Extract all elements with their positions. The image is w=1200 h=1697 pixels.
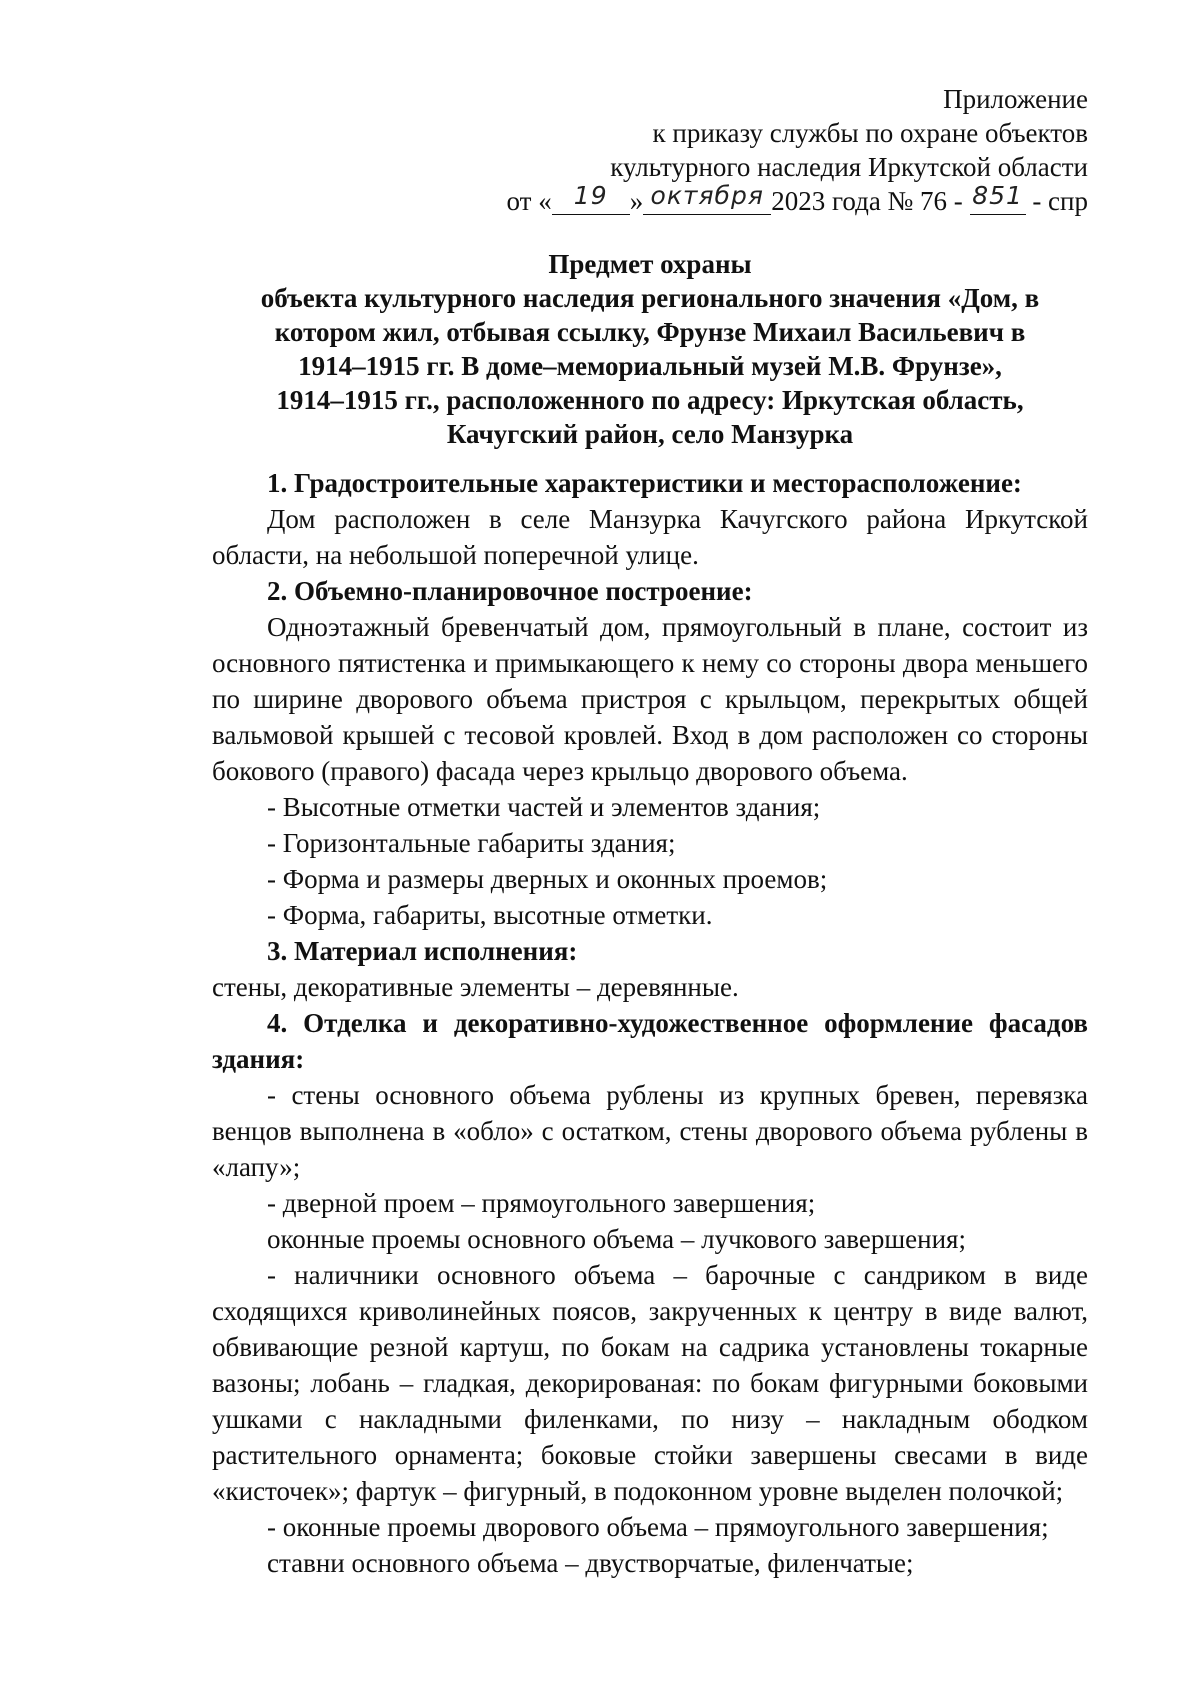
year-number-text: 2023 года № 76 -: [771, 186, 963, 216]
handwritten-day: 19: [573, 181, 608, 210]
order-reference-line: к приказу службы по охране объектов: [652, 118, 1088, 148]
number-suffix: - спр: [1032, 186, 1088, 216]
section-4-item: - стены основного объема рублены из крупных бревен, перевязка венцов выполнена в «обло» с остатком, стены дворового объема рублены в «лапу»;: [212, 1080, 1088, 1182]
section-4-item: - наличники основного объема – барочные с сандриком в виде сходящихся криволинейных поясов, закрученных к центру в виде валют, обвивающие резной картуш, по бокам на садрика установлены токарные вазоны; лобань – гладкая, декорированая: по бокам фигурными боковыми ушками с накладными филенками, по низу – накладным ободком растительного орнамента; боковые стойки завершены свесами в виде «кисточек»; фартук – фигурный, в подоконном уровне выделен полочкой;: [212, 1260, 1088, 1506]
day-field: [552, 181, 630, 215]
document-body: [212, 465, 1088, 1581]
title-line-2: объекта культурного наследия регионального значения «Дом, в: [260, 283, 1040, 313]
section-1-text: Дом расположен в селе Манзурка Качугского района Иркутской области, на небольшой поперечной улице.: [212, 504, 1088, 570]
section-4-item: - оконные проемы дворового объема – прямоугольного завершения;: [267, 1512, 1049, 1542]
title-line-5: 1914–1915 гг., расположенного по адресу: Иркутская область,: [276, 385, 1024, 415]
title-line-6: Качугский район, село Манзурка: [446, 419, 854, 449]
appendix-label: Приложение: [943, 84, 1088, 114]
order-date-line: от « 19 » октября 2023 года № 76 - 851 - спр: [506, 181, 1088, 216]
section-3-heading: 3. Материал исполнения:: [267, 936, 578, 966]
section-2-item: - Горизонтальные габариты здания;: [267, 828, 676, 858]
section-2-heading: 2. Объемно-планировочное построение:: [267, 576, 753, 606]
document-title: [212, 247, 1088, 451]
section-2-item: - Форма, габариты, высотные отметки.: [267, 900, 713, 930]
agency-line: культурного наследия Иркутской области: [610, 152, 1088, 182]
section-4-item: ставни основного объема – двустворчатые, филенчатые;: [267, 1548, 914, 1578]
section-4-item: оконные проемы основного объема – лучкового завершения;: [267, 1224, 966, 1254]
month-field: [643, 181, 771, 215]
section-4-heading: 4. Отделка и декоративно-художественное оформление фасадов здания:: [212, 1008, 1088, 1074]
title-line-4: 1914–1915 гг. В доме–мемориальный музей М.В. Фрунзе»,: [298, 351, 1002, 381]
title-line-3: котором жил, отбывая ссылку, Фрунзе Михаил Васильевич в: [274, 317, 1026, 347]
title-line-1: Предмет охраны: [548, 249, 752, 279]
section-4-item: - дверной проем – прямоугольного завершения;: [267, 1188, 816, 1218]
handwritten-month: октября: [650, 181, 764, 210]
section-2-item: - Высотные отметки частей и элементов здания;: [267, 792, 821, 822]
section-2-item: - Форма и размеры дверных и оконных проемов;: [267, 864, 828, 894]
appendix-header: [507, 82, 1089, 218]
handwritten-number: 851: [972, 181, 1023, 210]
section-2-text: Одноэтажный бревенчатый дом, прямоугольный в плане, состоит из основного пятистенка и примыкающего к нему со стороны двора меньшего по ширине дворового объема пристроя с крыльцом, перекрытых общей вальмовой крышей с тесовой кровлей. Вход в дом расположен со стороны бокового (правого) фасада через крыльцо дворового объема.: [212, 612, 1088, 786]
section-1-heading: 1. Градостроительные характеристики и месторасположение:: [267, 468, 1022, 498]
section-3-text: стены, декоративные элементы – деревянные.: [212, 972, 739, 1002]
number-field: [970, 181, 1026, 215]
